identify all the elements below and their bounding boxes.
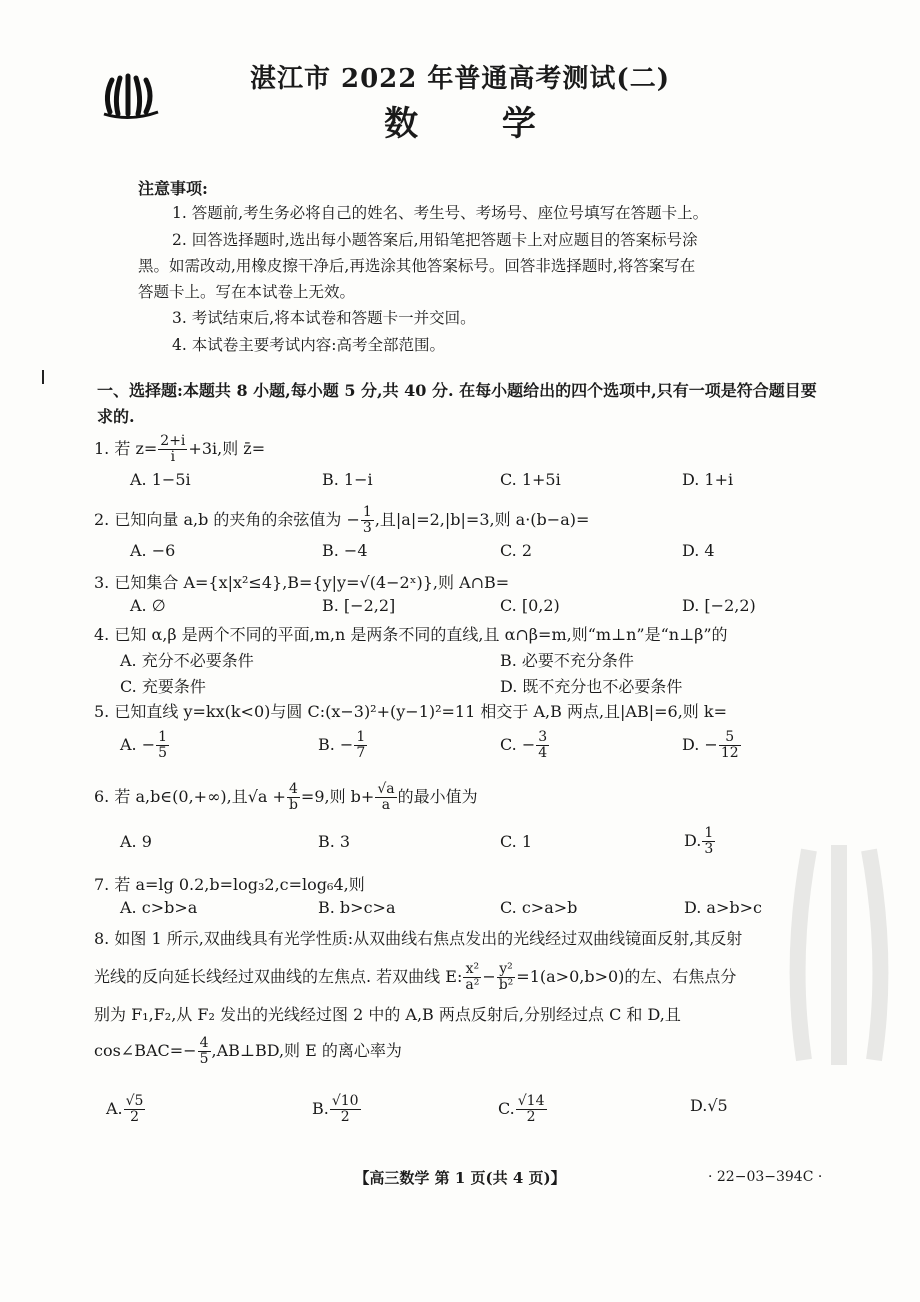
q6-den1: b: [288, 797, 298, 813]
q5-option-b-label: B. −: [318, 735, 354, 754]
q5-c-den: 4: [538, 745, 548, 761]
question-3: 3. 已知集合 A={x|x²≤4},B={y|y=√(4−2ˣ)},则 A∩B=: [94, 573, 510, 592]
q5-option-c: [500, 730, 550, 761]
notice-line: 2. 回答选择题时,选出每小题答案后,用铅笔把答题卡上对应题目的答案标号涂: [172, 231, 698, 249]
q8-option-a-label: A.: [106, 1099, 123, 1118]
q1-den: i: [170, 449, 176, 465]
q6-option-c: C. 1: [500, 832, 533, 851]
q6-text-pre: 6. 若 a,b∈(0,+∞),且√a +: [94, 787, 286, 806]
q8-option-d: [690, 1096, 728, 1115]
q6-fraction-2: [375, 782, 396, 813]
q8-option-b-label: B.: [312, 1099, 329, 1118]
q8-den: 5: [199, 1051, 209, 1067]
q8-a2: a²: [465, 977, 480, 993]
q8-option-b-fraction: [330, 1094, 361, 1125]
q6-option-b: B. 3: [318, 832, 351, 851]
question-8-line-4: [94, 1034, 834, 1068]
q3-option-c: C. [0,2): [500, 596, 560, 615]
q6-text-mid: =9,则 b+: [300, 787, 375, 806]
q8-num: 4: [199, 1035, 209, 1051]
q3-option-a: A. ∅: [130, 596, 166, 615]
question-6: [94, 782, 478, 813]
q1-num: 2+i: [160, 433, 186, 449]
q3-option-d: D. [−2,2): [682, 596, 756, 615]
notice-heading: 注意事项:: [138, 179, 208, 198]
q1-text-pre: 1. 若 z=: [94, 439, 158, 458]
q8-a-den: 2: [130, 1109, 140, 1125]
watermark-logo-icon: [784, 840, 894, 1070]
q1-option-a: A. 1−5i: [130, 470, 191, 489]
question-2: [94, 505, 589, 536]
q8-b2: b²: [498, 977, 514, 993]
q8-c-num: √14: [517, 1093, 545, 1109]
subject-title: 数 学: [384, 104, 572, 144]
q8-option-c-label: C.: [498, 1099, 515, 1118]
q6-num2: √a: [377, 781, 395, 797]
q7-option-d: D. a>b>c: [684, 898, 762, 917]
notice-line: 3. 考试结束后,将本试卷和答题卡一并交回。: [172, 309, 476, 327]
q2-option-b: B. −4: [322, 541, 368, 560]
q7-option-c: C. c>a>b: [500, 898, 578, 917]
q8-cos-fraction: [198, 1036, 211, 1067]
notice-line: 4. 本试卷主要考试内容:高考全部范围。: [172, 336, 445, 354]
q1-option-c: C. 1+5i: [500, 470, 561, 489]
q2-den: 3: [362, 520, 372, 536]
q5-option-c-fraction: [536, 730, 549, 761]
q8-fraction-x: [463, 962, 481, 993]
q6-text-post: 的最小值为: [397, 787, 478, 806]
section-heading: 一、选择题:本题共 8 小题,每小题 5 分,共 40 分. 在每小题给出的四个选项中,只有一项是符合题目要求的.: [97, 381, 817, 426]
q6-d-den: 3: [704, 841, 714, 857]
question-8-line-2: 光线的反向延长线经过双曲线的左焦点. 若双曲线 E: $\frac{\text{x²}}{\text{a²}}$ − $\frac{\text{y²}}{\text{b²}}$ =1(a>0,b>0)的左、右焦点分: [94, 961, 737, 993]
q6-option-d-label: D.: [684, 831, 702, 850]
q6-d-num: 1: [704, 825, 714, 841]
q8-b-num: √10: [331, 1093, 359, 1109]
q8-c-den: 2: [526, 1109, 536, 1125]
q8-x2: x²: [463, 962, 481, 978]
margin-mark: [42, 370, 44, 384]
q6-option-a: A. 9: [120, 832, 152, 851]
q6-option-d: [684, 826, 716, 857]
exam-title: 湛江市 2022 年普通高考测试(二): [249, 64, 671, 94]
question-1: [94, 434, 265, 465]
q2-text-pre: 2. 已知向量 a,b 的夹角的余弦值为 −: [94, 510, 360, 529]
q8-option-c: [498, 1094, 548, 1125]
q4-option-c: C. 充要条件: [120, 677, 206, 696]
q5-option-c-label: C. −: [500, 735, 536, 754]
notice-line: 1. 答题前,考生务必将自己的姓名、考生号、考场号、座位号填写在答题卡上。: [172, 204, 709, 222]
page-footer: 【高三数学 第 1 页(共 4 页)】: [354, 1169, 566, 1187]
q6-num1: 4: [287, 782, 300, 798]
q8-line4-pre: cos∠BAC=−: [94, 1041, 197, 1060]
q8-option-b: [312, 1094, 362, 1125]
q5-option-a-label: A. −: [120, 735, 156, 754]
q8-line2-pre: 光线的反向延长线经过双曲线的左焦点. 若双曲线 E:: [94, 967, 463, 986]
q6-fraction-1: [287, 782, 300, 813]
q7-option-a: A. c>b>a: [120, 898, 198, 917]
q5-a-num: 1: [158, 729, 168, 745]
q7-option-b: B. b>c>a: [318, 898, 396, 917]
q3-option-b: B. [−2,2]: [322, 596, 396, 615]
q2-option-c: C. 2: [500, 541, 533, 560]
q2-option-a: A. −6: [130, 541, 176, 560]
q5-option-a: [120, 730, 170, 761]
q5-option-b-fraction: [354, 730, 367, 761]
q2-fraction: [361, 505, 374, 536]
exam-code: · 22−03−394C ·: [708, 1169, 823, 1185]
q4-option-d: D. 既不充分也不必要条件: [500, 677, 683, 696]
q8-line4-post: ,AB⊥BD,则 E 的离心率为: [211, 1041, 402, 1060]
q5-option-b: [318, 730, 368, 761]
q8-fraction-y: [497, 962, 516, 993]
q4-option-b: B. 必要不充分条件: [500, 651, 634, 670]
question-4: 4. 已知 α,β 是两个不同的平面,m,n 是两条不同的直线,且 α∩β=m,则“m⊥n”是“n⊥β”的: [94, 625, 728, 644]
question-8-line-3: 别为 F₁,F₂,从 F₂ 发出的光线经过图 2 中的 A,B 两点反射后,分别经过点 C 和 D,且: [94, 1005, 681, 1024]
q8-option-d-label: D.: [690, 1096, 708, 1115]
q5-option-d-label: D. −: [682, 735, 718, 754]
q8-b-den: 2: [340, 1109, 350, 1125]
question-5: 5. 已知直线 y=kx(k<0)与圆 C:(x−3)²+(y−1)²=11 相交于 A,B 两点,且|AB|=6,则 k=: [94, 702, 727, 721]
q6-option-d-fraction: [702, 826, 715, 857]
q1-option-b: B. 1−i: [322, 470, 373, 489]
question-8-line-1: 8. 如图 1 所示,双曲线具有光学性质:从双曲线右焦点发出的光线经过双曲线镜面反射,其反射: [94, 929, 743, 948]
q5-a-den: 5: [158, 745, 168, 761]
q6-den2: a: [381, 797, 391, 813]
q8-option-d-value: √5: [707, 1096, 728, 1115]
q5-b-num: 1: [356, 729, 366, 745]
q1-fraction: [158, 434, 187, 465]
notice-line: 黑。如需改动,用橡皮擦干净后,再选涂其他答案标号。回答非选择题时,将答案写在: [138, 257, 696, 275]
q8-line2-post: =1(a>0,b>0)的左、右焦点分: [516, 967, 737, 986]
q5-option-d-fraction: [719, 730, 741, 761]
q5-d-num: 5: [719, 730, 741, 746]
q1-text-post: +3i,则 z̄=: [188, 439, 266, 458]
q2-num: 1: [362, 504, 372, 520]
q8-option-a: [106, 1094, 146, 1125]
q8-option-a-fraction: [124, 1094, 146, 1125]
q2-text-post: ,且|a|=2,|b|=3,则 a·(b−a)=: [374, 510, 590, 529]
q1-option-d: D. 1+i: [682, 470, 734, 489]
q2-option-d: D. 4: [682, 541, 715, 560]
q4-option-a: A. 充分不必要条件: [120, 651, 254, 670]
question-7: 7. 若 a=lg 0.2,b=log₃2,c=log₆4,则: [94, 875, 365, 894]
q8-y2: y²: [497, 962, 516, 978]
q5-option-d: [682, 730, 742, 761]
q5-d-den: 12: [720, 745, 739, 761]
q8-option-c-fraction: [516, 1094, 547, 1125]
q5-option-a-fraction: [156, 730, 169, 761]
notice-line: 答题卡上。写在本试卷上无效。: [138, 283, 356, 301]
q5-c-num: 3: [538, 729, 548, 745]
q8-a-num: √5: [125, 1093, 144, 1109]
q5-b-den: 7: [356, 745, 366, 761]
